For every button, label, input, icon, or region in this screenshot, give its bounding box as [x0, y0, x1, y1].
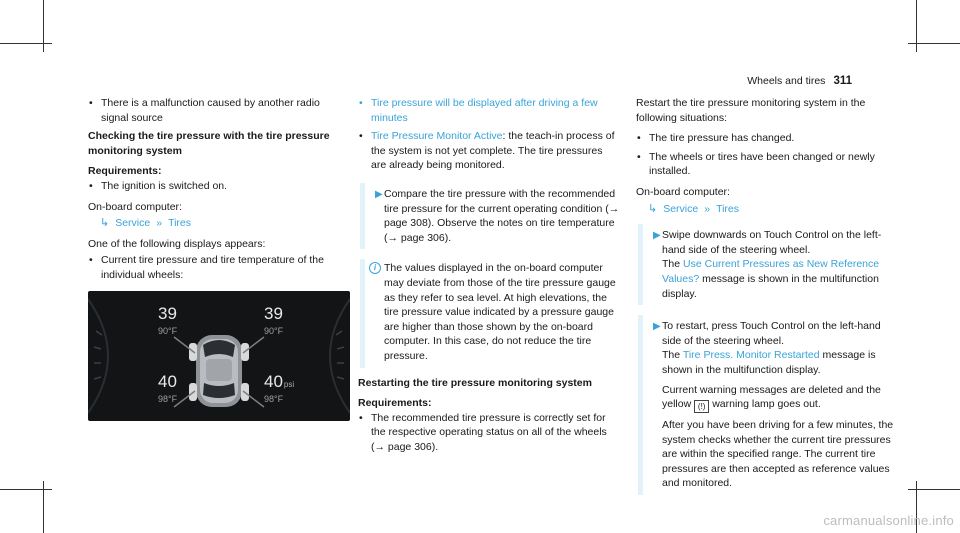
display-message-link[interactable]: Use Current Pressures as New Reference Values? — [662, 258, 880, 285]
menu-path-tires: Tires — [716, 202, 740, 215]
list-item: • There is a malfunction caused by another radio signal source — [88, 96, 350, 125]
menu-path-service: Service — [115, 217, 151, 230]
onboard-label: On-board computer: — [636, 185, 730, 198]
crop-mark — [0, 489, 52, 490]
list-item: • The recommended tire pressure is correctly set for the respective operating status on all of the wheels (→ page 306). — [358, 411, 620, 455]
crop-mark — [916, 0, 917, 52]
step-text: To restart, press Touch Control on the left-hand side of the steering wheel. — [662, 320, 881, 347]
step-text: Compare the tire pressure with the recommended tire pressure for the current operating condition (→ page 308). Observe the notes on tire temperature (→ page 306). — [384, 187, 620, 244]
instruction-step — [360, 183, 620, 249]
section-heading: Checking the tire pressure with the tire pressure monitoring system — [88, 130, 330, 157]
list-item: • The ignition is switched on. — [88, 179, 350, 194]
list-item: • Current tire pressure and tire temperature of the individual wheels: — [88, 253, 350, 282]
watermark: carmanualsonline.info — [823, 513, 954, 529]
crop-mark — [0, 43, 52, 44]
tire-pressure-front-left: 39 — [158, 303, 177, 323]
page-number: 311 — [833, 75, 852, 87]
requirements-label: Requirements: — [358, 397, 432, 410]
warning-text-pre: Current warning messages are deleted and the yellow — [662, 383, 881, 411]
warning-text-post: warning lamp goes out. — [712, 398, 821, 411]
gauge-ticks-right — [336, 331, 344, 379]
tire-temp-front-left: 90°F — [158, 325, 178, 336]
paragraph: After you have been driving for a few minutes, the system checks whether the current tire pressures are within the specified range. The current tire pressures are then accepted as reference values and monitored. — [662, 419, 894, 490]
gauge-ticks-left — [94, 331, 102, 379]
display-message-link[interactable]: • Tire pressure will be displayed after driving a few minutes — [358, 96, 620, 125]
step-arrow-icon: ▶ — [653, 321, 661, 333]
step-text: Swipe downwards on Touch Control on the left-hand side of the steering wheel. — [662, 229, 882, 256]
crop-mark — [43, 0, 44, 52]
display-message-link[interactable]: Tire Press. Monitor Restarted — [682, 349, 820, 362]
list-item-text: : the teach-in process of the system is not yet complete. The tire pressures are already being monitored. — [371, 130, 615, 172]
menu-path-tires: Tires — [168, 217, 192, 230]
info-note — [360, 259, 620, 367]
step-result-pre: The — [662, 349, 683, 362]
step-result-post: message is shown in the multifunction display. — [662, 272, 879, 300]
column-right — [636, 96, 898, 505]
note-text: The values displayed in the on-board computer may deviate from those of the tire pressure gauge as they refer to sea level. At high elevations, the tire pressure value indicated by a pressure gauge are higher than those shown by the on-board computer. In this case, do not reduce the tire pressure. — [384, 262, 616, 362]
list-item: • The tire pressure has changed. — [636, 131, 898, 146]
gauge-arc-right — [330, 299, 350, 413]
return-arrow-icon: ↳ — [648, 202, 658, 215]
warning-lamp-text — [662, 383, 898, 414]
section-title: Wheels and tires — [747, 75, 826, 87]
double-chevron-icon: » — [156, 217, 163, 230]
list-item: • The wheels or tires have been changed or newly installed. — [636, 150, 898, 179]
section-heading: Restarting the tire pressure monitoring system — [358, 376, 592, 389]
column-left — [88, 96, 350, 421]
tire-pressure-rear-right — [264, 373, 294, 394]
tire-pressure-front-right: 39 — [264, 303, 283, 323]
tire-temp-front-right: 90°F — [264, 325, 284, 336]
step-result — [662, 348, 898, 377]
double-chevron-icon: » — [704, 202, 711, 215]
step-result-post: message is shown in the multifunction display. — [662, 349, 876, 376]
step-result — [662, 257, 898, 301]
return-arrow-icon: ↳ — [100, 217, 110, 230]
instruction-step — [638, 315, 898, 495]
paragraph: One of the following displays appears: — [88, 237, 266, 250]
tire-temp-rear-right: 98°F — [264, 393, 284, 404]
info-icon: i — [369, 262, 381, 274]
gauge-arc-left — [88, 299, 108, 413]
step-arrow-icon: ▶ — [375, 188, 383, 200]
gauge-backdrop — [88, 291, 350, 421]
tire-pressure-warning-lamp-icon: (!) — [694, 400, 709, 413]
tire-pressure-rear-left: 40 — [158, 371, 177, 391]
menu-path — [636, 202, 898, 217]
instruction-step — [638, 224, 898, 305]
step-arrow-icon: ▶ — [653, 230, 661, 242]
menu-path — [88, 216, 350, 231]
car-top-view-icon — [174, 335, 264, 407]
step-result-pre: The — [662, 258, 684, 271]
tire-temp-rear-left: 98°F — [158, 393, 178, 404]
page-header — [747, 74, 852, 89]
pressure-unit: psi — [283, 379, 295, 389]
display-message-link[interactable]: Tire Pressure Monitor Active — [371, 130, 503, 143]
requirements-label: Requirements: — [88, 165, 162, 178]
crop-mark — [43, 481, 44, 533]
onboard-label: On-board computer: — [88, 200, 182, 213]
paragraph: Restart the tire pressure monitoring system in the following situations: — [636, 97, 866, 124]
list-item — [358, 129, 620, 173]
column-middle — [358, 96, 620, 458]
menu-path-service: Service — [663, 202, 699, 215]
tire-pressure-rear-right-value: 40 — [264, 371, 283, 391]
tire-pressure-display — [88, 291, 350, 421]
